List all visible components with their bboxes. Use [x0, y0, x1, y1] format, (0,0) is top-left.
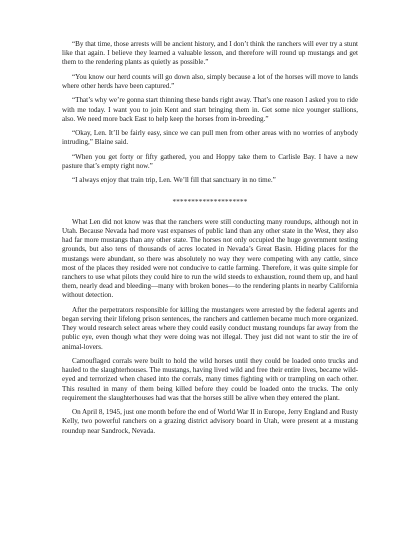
dialogue-paragraph: “Okay, Len. It’ll be fairly easy, since we can pull men from other areas with no worries of anybody intruding,” Blaine said. — [62, 129, 358, 147]
dialogue-paragraph: “I always enjoy that train trip, Len. We’ll fill that sanctuary in no time.” — [72, 176, 276, 185]
section-separator: ******************** — [172, 197, 248, 206]
book-page — [62, 40, 358, 441]
narrative-paragraph: Camouflaged corrals were built to hold the wild horses until they could be loaded onto trucks and hauled to the slaughterhouses. The mustangs, having lived wild and free their entire lives, became wild-eyed and terrorized when chased into the corrals, many times fighting with or trampling on each other. This resulted in many of them being killed before they could be loaded onto the trucks. The only requirement the slaughterhouses had was that the horses still be alive when they entered the plant. — [62, 357, 358, 402]
dialogue-paragraph: “That’s why we’re gonna start thinning these bands right away. That’s one reason I asked you to ride with me today. I want you to join Kent and start bringing them in. Get some nice younger stallions, also. We need more back East to help keep the horses from in-breeding.” — [62, 96, 358, 123]
narrative-paragraph: On April 8, 1945, just one month before the end of World War II in Europe, Jerry England and Rusty Kelly, two powerful ranchers on a grazing district advisory board in Utah, were present at a mustang roundup near Sandrock, Nevada. — [62, 408, 358, 435]
narrative-paragraph: After the perpetrators responsible for killing the mustangers were arrested by the federal agents and began serving their lifelong prison sentences, the ranchers and cattlemen became much more organized. They would research select areas where they could easily conduct mustang roundups far away from the public eye, even though what they were doing was not illegal. They just did not want to stir the ire of animal-lovers. — [62, 305, 358, 351]
narrative-paragraph: What Len did not know was that the ranchers were still conducting many roundups, although not in Utah. Because Nevada had more vast expanses of public land than any other state in the West, they also had far more mustangs than any other state. The horses not only occupied the huge government testing grounds, but also tens of thousands of acres located in Nevada’s Great Basin. Hiding places for the mustangs were abundant, so there was absolutely no way they were competing with any cattle, since most of the places they resided were not conducive to cattle farming. Therefore, it was quite simple for ranchers to use what pilots they could hire to run the wild steeds to exhaustion, round them up, and haul them, nearly dead and bleeding—many with broken bones—to the rendering plants in nearby California without detection. — [62, 217, 358, 300]
dialogue-paragraph: “By that time, those arrests will be ancient history, and I don’t think the ranchers will ever try a stunt like that again. I believe they learned a valuable lesson, and therefore will round up mustangs and get them to the rendering plants as quietly as possible.” — [62, 40, 358, 67]
dialogue-paragraph: “You know our herd counts will go down also, simply because a lot of the horses will move to lands where other herds have been captured.” — [62, 72, 358, 90]
dialogue-paragraph: “When you get forty or fifty gathered, you and Hoppy take them to Carlisle Bay. I have a new pasture that’s empty right now.” — [62, 152, 358, 170]
